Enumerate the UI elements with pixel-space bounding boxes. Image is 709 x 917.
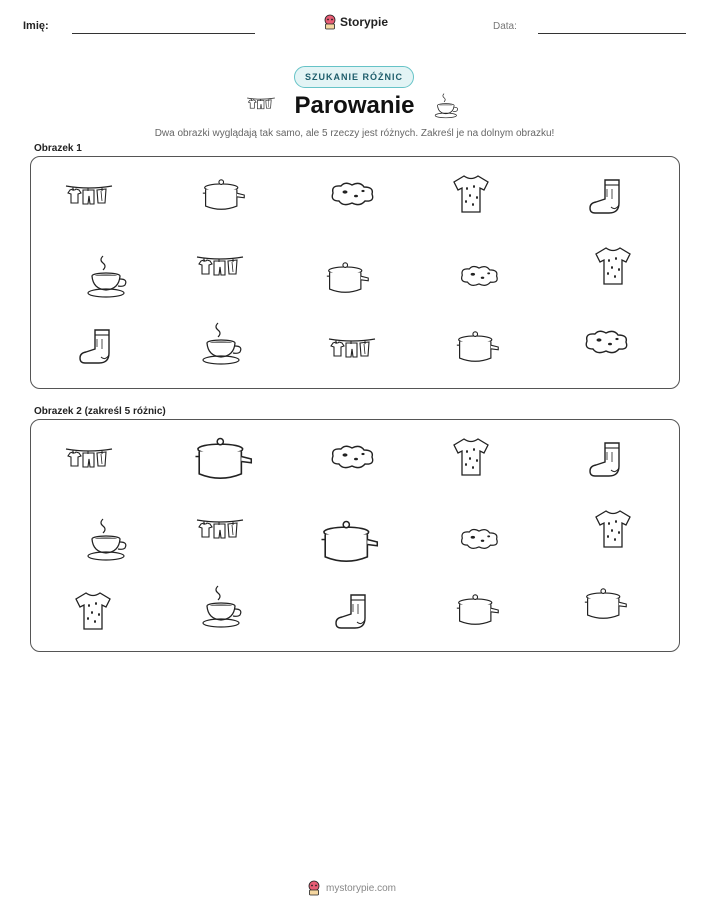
sock-icon — [587, 177, 627, 217]
puddle-icon — [457, 262, 501, 290]
name-input-line[interactable] — [72, 33, 255, 34]
teacup-icon[interactable] — [86, 517, 130, 563]
puddle-icon — [327, 179, 377, 209]
page-title: Parowanie — [294, 92, 415, 119]
clothesline-icon — [327, 334, 377, 364]
pot-icon — [201, 175, 247, 215]
pot-icon[interactable] — [319, 515, 381, 569]
tshirt-icon[interactable] — [593, 508, 633, 550]
name-label: Imię: — [23, 20, 49, 32]
tshirt-icon[interactable] — [73, 590, 113, 632]
footer — [307, 880, 396, 896]
picture-2-label: Obrazek 2 (zakreśl 5 różnic) — [34, 406, 166, 417]
pot-icon[interactable] — [455, 590, 501, 630]
teacup-icon — [434, 92, 460, 120]
pot-icon[interactable] — [583, 584, 629, 624]
storypie-logo-icon — [323, 14, 337, 30]
brand-name: Storypie — [340, 15, 389, 29]
picture-1-panel — [30, 156, 680, 389]
clothesline-icon — [195, 252, 245, 282]
clothesline-icon — [64, 181, 114, 211]
pot-icon — [325, 258, 371, 298]
puddle-icon[interactable] — [327, 442, 377, 472]
teacup-icon — [86, 254, 130, 300]
teacup-icon — [201, 321, 245, 367]
sock-icon[interactable] — [587, 440, 627, 480]
pot-icon[interactable] — [193, 432, 255, 486]
picture-1-label: Obrazek 1 — [34, 143, 82, 154]
clothesline-icon[interactable] — [64, 444, 114, 474]
sock-icon[interactable] — [333, 592, 373, 632]
tshirt-icon — [593, 245, 633, 287]
date-label: Data: — [493, 21, 517, 32]
clothesline-icon[interactable] — [195, 515, 245, 545]
date-input-line[interactable] — [538, 33, 686, 34]
puddle-icon[interactable] — [457, 525, 501, 553]
footer-url[interactable]: mystorypie.com — [326, 882, 397, 894]
category-badge: SZUKANIE RÓŻNIC — [294, 66, 414, 88]
teacup-icon[interactable] — [201, 584, 245, 630]
puddle-icon — [581, 327, 631, 357]
picture-2-panel — [30, 419, 680, 652]
sock-icon — [77, 327, 117, 367]
instructions: Dwa obrazki wyglądają tak samo, ale 5 rzeczy jest różnych. Zakreśl je na dolnym obrazku! — [154, 128, 555, 139]
pot-icon — [455, 327, 501, 367]
brand-logo — [323, 14, 388, 30]
tshirt-icon — [451, 173, 491, 215]
storypie-logo-icon — [307, 880, 321, 896]
tshirt-icon[interactable] — [451, 436, 491, 478]
